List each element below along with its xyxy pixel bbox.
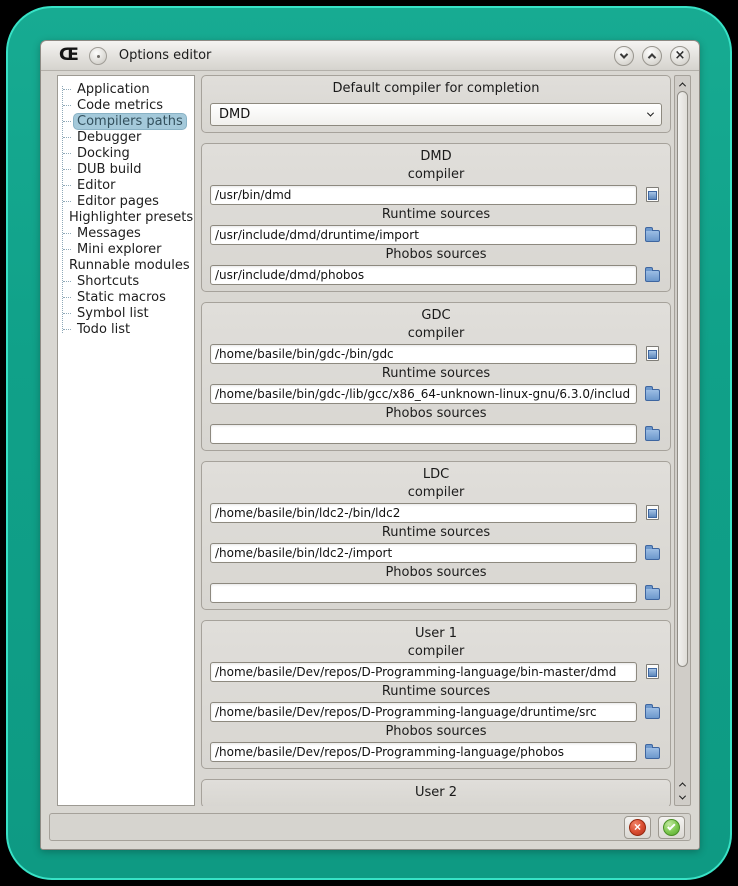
tree-branch-icon xyxy=(63,153,71,154)
sidebar-item-label: DUB build xyxy=(77,161,142,177)
folder-icon xyxy=(645,707,660,719)
path-field-label: Phobos sources xyxy=(385,247,487,262)
path-field xyxy=(210,326,662,364)
path-field-label: Phobos sources xyxy=(385,724,487,739)
path-field xyxy=(210,207,662,245)
roll-up-button[interactable] xyxy=(642,46,662,66)
category-list xyxy=(57,75,195,806)
sidebar-item[interactable] xyxy=(62,161,192,177)
sidebar-item-label: Highlighter presets xyxy=(69,209,194,225)
tree-branch-icon xyxy=(63,121,71,122)
file-icon xyxy=(646,505,659,520)
sidebar-item[interactable] xyxy=(62,145,192,161)
path-field xyxy=(210,406,662,444)
tree-branch-icon xyxy=(63,169,71,170)
sidebar-item-label: Compilers paths xyxy=(74,114,186,129)
browse-button[interactable] xyxy=(642,225,662,245)
path-field xyxy=(210,565,662,603)
roll-down-button[interactable] xyxy=(614,46,634,66)
sidebar-item[interactable] xyxy=(62,81,192,97)
path-field-label: Runtime sources xyxy=(381,684,491,699)
sidebar-item[interactable] xyxy=(62,289,192,305)
ok-button[interactable] xyxy=(658,816,685,839)
path-field xyxy=(210,684,662,722)
scroll-down-button[interactable] xyxy=(675,790,690,804)
compiler-fields xyxy=(210,485,662,603)
tree-branch-icon xyxy=(63,249,71,250)
app-logo-icon: Œ xyxy=(59,45,79,65)
tree-branch-icon xyxy=(63,313,71,314)
tree-branch-icon xyxy=(63,137,71,138)
sidebar-item[interactable] xyxy=(62,97,192,113)
scrollbar-thumb[interactable] xyxy=(677,91,688,667)
path-input[interactable] xyxy=(210,742,637,762)
path-field-label: Phobos sources xyxy=(385,565,487,580)
window-title: Options editor xyxy=(118,48,212,63)
sidebar-item[interactable] xyxy=(62,305,192,321)
path-input[interactable] xyxy=(210,384,637,404)
browse-button[interactable] xyxy=(642,265,662,285)
chevron-up-icon xyxy=(679,782,686,789)
sidebar-item[interactable] xyxy=(62,193,192,209)
path-input[interactable] xyxy=(210,583,637,603)
vertical-scrollbar[interactable] xyxy=(674,75,691,806)
compiler-group xyxy=(201,779,671,806)
scroll-up-button-bottom[interactable] xyxy=(675,777,690,791)
default-compiler-select[interactable] xyxy=(210,103,662,126)
compiler-group xyxy=(201,461,671,610)
path-field-label: Runtime sources xyxy=(381,525,491,540)
tree-branch-icon xyxy=(63,233,71,234)
sidebar-item[interactable] xyxy=(62,225,192,241)
path-field-label: compiler xyxy=(407,644,465,659)
window-menu-button[interactable] xyxy=(89,47,107,65)
scroll-up-button[interactable] xyxy=(675,77,690,91)
browse-button[interactable] xyxy=(642,702,662,722)
folder-icon xyxy=(645,548,660,560)
folder-icon xyxy=(645,588,660,600)
path-input[interactable] xyxy=(210,503,637,523)
compiler-group xyxy=(201,302,671,451)
dialog-button-bar xyxy=(49,813,691,841)
tree-branch-icon xyxy=(63,105,71,106)
tree-branch-icon xyxy=(63,89,71,90)
compiler-group-title: LDC xyxy=(422,467,450,482)
sidebar-item-label: Editor pages xyxy=(77,193,159,209)
tree-branch-icon xyxy=(63,201,71,202)
client-area xyxy=(41,71,699,851)
cancel-x-icon: × xyxy=(633,820,641,834)
chevron-down-icon xyxy=(620,50,628,58)
sidebar-item[interactable] xyxy=(62,177,192,193)
cancel-button[interactable] xyxy=(624,816,651,839)
compiler-group-title: GDC xyxy=(421,308,451,323)
path-field xyxy=(210,724,662,762)
compiler-groups xyxy=(201,143,671,806)
browse-button[interactable] xyxy=(642,384,662,404)
sidebar-item[interactable] xyxy=(62,129,192,145)
path-input[interactable] xyxy=(210,265,637,285)
path-field-label: compiler xyxy=(407,326,465,341)
path-field xyxy=(210,167,662,205)
group-title: Default compiler for completion xyxy=(332,81,540,96)
compiler-fields xyxy=(210,167,662,285)
browse-button[interactable] xyxy=(642,344,662,364)
folder-icon xyxy=(645,389,660,401)
file-icon xyxy=(646,187,659,202)
titlebar[interactable] xyxy=(41,41,699,71)
path-input[interactable] xyxy=(210,702,637,722)
tree-branch-icon xyxy=(63,281,71,282)
path-input[interactable] xyxy=(210,344,637,364)
file-icon xyxy=(646,346,659,361)
path-field xyxy=(210,247,662,285)
path-field xyxy=(210,525,662,563)
compiler-group-title: User 1 xyxy=(414,626,458,641)
check-icon xyxy=(667,822,675,830)
path-input[interactable] xyxy=(210,543,637,563)
sidebar-item[interactable] xyxy=(62,257,192,273)
sidebar-item-label: Todo list xyxy=(77,321,131,337)
path-field-label: Phobos sources xyxy=(385,406,487,421)
sidebar-item[interactable] xyxy=(62,241,192,257)
sidebar-item-label: Mini explorer xyxy=(77,241,162,257)
file-icon xyxy=(646,664,659,679)
path-field xyxy=(210,485,662,523)
close-button[interactable] xyxy=(670,46,690,66)
path-input[interactable] xyxy=(210,185,637,205)
sidebar-item-label: Messages xyxy=(77,225,141,241)
folder-icon xyxy=(645,747,660,759)
browse-button[interactable] xyxy=(642,424,662,444)
options-editor-window xyxy=(40,40,700,850)
combo-selected-value: DMD xyxy=(219,107,251,122)
sidebar-item-label: Application xyxy=(77,81,150,97)
path-field-label: Runtime sources xyxy=(381,366,491,381)
sidebar-item-label: Symbol list xyxy=(77,305,149,321)
compiler-fields xyxy=(210,644,662,762)
browse-button[interactable] xyxy=(642,543,662,563)
compiler-group xyxy=(201,620,671,769)
sidebar-item[interactable] xyxy=(62,113,192,129)
browse-button[interactable] xyxy=(642,742,662,762)
path-input[interactable] xyxy=(210,225,637,245)
browse-button[interactable] xyxy=(642,662,662,682)
sidebar-item-label: Shortcuts xyxy=(77,273,140,289)
desktop-background xyxy=(6,6,732,880)
options-scroll-area xyxy=(201,75,671,806)
path-field-label: Runtime sources xyxy=(381,207,491,222)
compiler-fields xyxy=(210,326,662,444)
path-field-label: compiler xyxy=(407,485,465,500)
compiler-group-title: User 2 xyxy=(414,785,458,800)
close-icon: × xyxy=(674,48,686,63)
compiler-group-title: DMD xyxy=(420,149,452,164)
path-field xyxy=(210,644,662,682)
sidebar-item-label: Docking xyxy=(77,145,130,161)
default-compiler-group xyxy=(201,75,671,133)
tree-branch-icon xyxy=(63,329,71,330)
sidebar-item-label: Runnable modules xyxy=(69,257,190,273)
browse-button[interactable] xyxy=(642,185,662,205)
folder-icon xyxy=(645,270,660,282)
browse-button[interactable] xyxy=(642,503,662,523)
sidebar-item[interactable] xyxy=(62,321,192,337)
sidebar-item[interactable] xyxy=(62,273,192,289)
chevron-down-icon xyxy=(679,792,686,799)
browse-button[interactable] xyxy=(642,583,662,603)
combo-arrow-icon xyxy=(647,110,654,117)
path-field-label: compiler xyxy=(407,167,465,182)
chevron-up-icon xyxy=(679,82,686,89)
path-input[interactable] xyxy=(210,662,637,682)
chevron-up-icon xyxy=(648,53,656,61)
path-input[interactable] xyxy=(210,424,637,444)
sidebar-item-label: Static macros xyxy=(77,289,166,305)
sidebar-item-label: Editor xyxy=(77,177,116,193)
tree-branch-icon xyxy=(63,185,71,186)
sidebar-item-label: Debugger xyxy=(77,129,142,145)
tree-branch-icon xyxy=(63,297,71,298)
compiler-group xyxy=(201,143,671,292)
sidebar-item-label: Code metrics xyxy=(77,97,164,113)
sidebar-item[interactable] xyxy=(62,209,192,225)
folder-icon xyxy=(645,230,660,242)
folder-icon xyxy=(645,429,660,441)
path-field xyxy=(210,366,662,404)
